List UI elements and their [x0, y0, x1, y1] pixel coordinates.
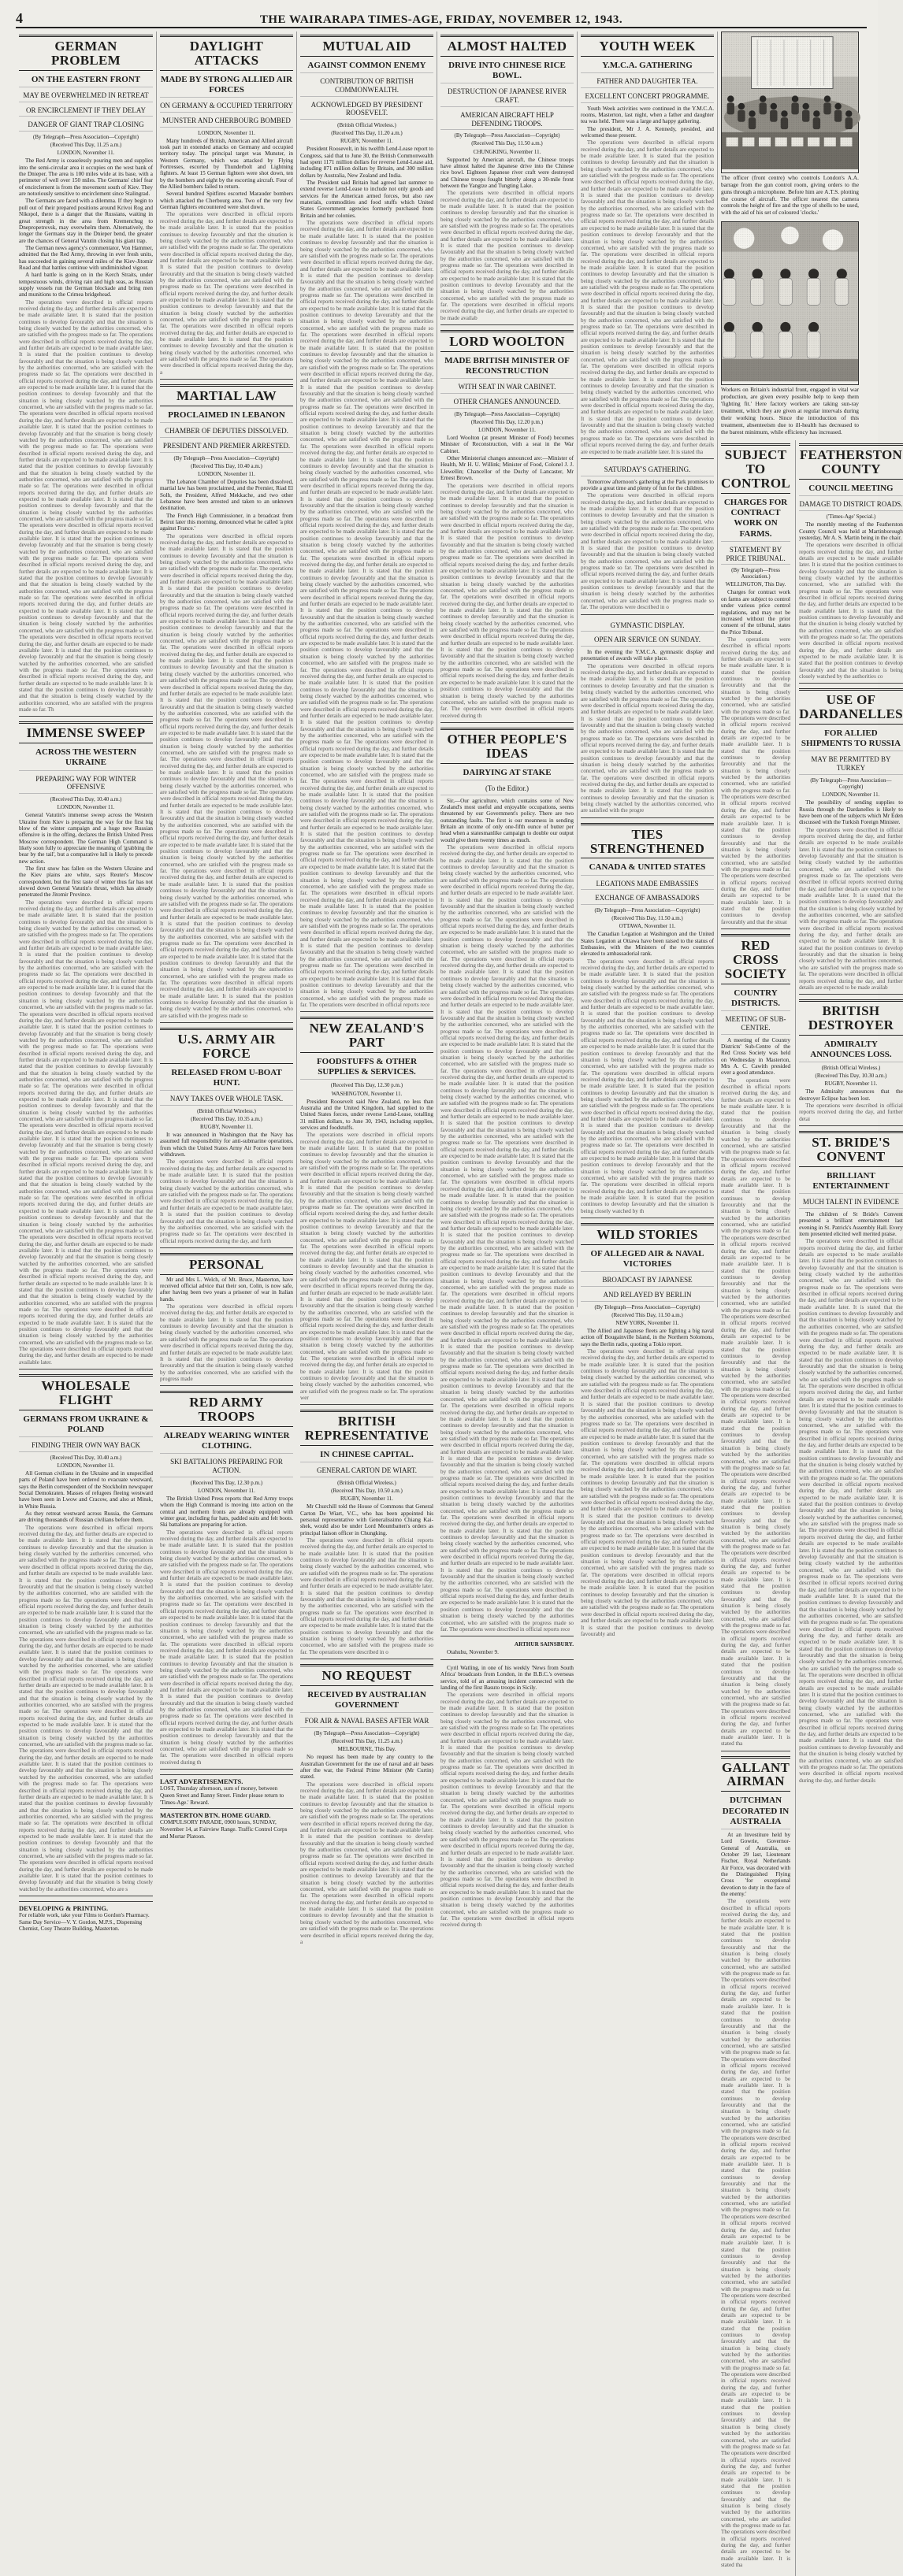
- article-dateline: LONDON, November 11.: [478, 427, 536, 434]
- article-dateline: WASHINGTON, November 11.: [331, 1090, 403, 1097]
- classified-ad: [160, 1774, 293, 1806]
- article: [440, 35, 574, 325]
- article-subhead: MAY BE OVERWHELMED IN RETREAT: [19, 90, 153, 102]
- article-dateline: RUGBY, November 11.: [340, 138, 393, 145]
- article-dateline: (By Telegraph—Press Association—Copyright): [454, 410, 560, 417]
- column-1: [16, 32, 156, 1933]
- article-headline: OTHER PEOPLE'S IDEAS: [440, 728, 574, 764]
- article-subhead: OTHER CHANGES ANNOUNCED.: [440, 396, 574, 409]
- article-headline: TIES STRENGTHENED: [581, 823, 714, 859]
- article-continuation-text: The operations were described in official reports received during the day, and further details are expected to be made available later. It is stated that the position continues to develop favourably and that the situation is being closely watched by the authorities concerned, who are satisfied with the progress made so far. The operations were described in official reports received during the day, and further details are expected to be made available later. It is stated that the position continues to develop favourably and that the situation is being closely watched by the authorities concerned, who are satisfied with the progress made so far. The operations were described in official reports received during the day, and further details are expected to be made available later. It is stated that the position continues to develop favourably and that the situation is being closely watched by the authorities concerned, who are satisfied with the progress made so far. The operations were described in official reports received during the day, and further details are expected to be made available later. It is stated that the position continues to develop favourably and that the situation is being closely watched by the authorities concerned, who are satisfied with the progress made so far. The operations were described in official reports received during the day, and further details are expected to be made available later. It is stated that the position continues to develop favourably and that the situation is being closely watched by the authorities concerned, who are satisfied with the progress made so far. The operations were described in official reports received during the day, and further details are expected to be made available later. It is stated that the position continues to develop favourably and that the situation is being closely watched by the authorities concerned, who are satisfied with the progress made so far. The operations were described in official reports received during the day, and further details are expected to be made available later. It is stated that the position continues to develop favourably and that the situation is being closely watched by th: [581, 958, 714, 1214]
- article-dateline: (By Telegraph—Press Association—Copyright): [810, 777, 892, 791]
- article-paragraph: Charges for contract work on farms are subject to control under various price control regulations, and may not be increased without the prior consent of the tribunal, states the Price Tribunal.: [721, 589, 791, 636]
- article-dateline: (Received This Day, 10.35 a.m.): [191, 1115, 262, 1122]
- article-dateline: (Received This Day, 11.20 a.m.): [331, 130, 403, 137]
- article-continuation-text: The operations were described in official reports received during the day, and further details are expected to be made available later. It is stated that the position continues to develop favourably and that the situation is being closely watched by the authorities concerned, who are satisfied with the progress made so far. The operations were described in official reports received during the day, and further details are expected to be made available later. It is stated that the position continues to develop favourably and that the situation is being closely watched by the authorities concerned, who are satisfied with the progress made so far. The operations were described in official reports received during the day, and further details are expected to be made available later. It is stated that the position continues to develop favourably and that the situation is being closely watched by the authorities concerned, who are satisfied with the progress made so far. The operations were described in official reports received during the day, and further details are expected to be made available later. It is stated that the position continues to develop favourably and that the situation is being closely watched by the authorities concerned, who are satisfied with the progress made so far. The operations were described in official reports received during the day, and further details are expected to be made available later. It is stated that the position continues to develop favourably and that the situation is being closely watched by the authorities concerned, who are satisfied with the progress made so far. The operations were described in official reports received during the day, and further details are expected to be made available later. It is stated that the position continues to develop favourably and that the situation is being closely watched by the authorities concerned, who are satisfied with the progress made so far. The operations were described in official reports received during the day, and further details are expected to be made available later. It is stated that the position continues to develop favourably and that the situation is being closely watched by the authorities concerned, who are satisfied with the progress made so far. The operations were described in official reports received during the day, and further details are expected to be made available later. It is stated that the position continues to develop favourably and that the situation is being closely watched by the authorities concerned, who are satisfied with the progress made so far. The operations were described in official reports received during the day, and further details are expected to be made available later. It is stated that the position continues to develop favourably and that the situation is being closely watched by the authorities concerned, who are satisfied with the progress made so far. The operations were described in official reports received during the day, and further details are expected to be made available later. It is stated that the position continues to develop favourably and that the situation is being closely watched by the authorities concerned, who are s: [19, 1524, 153, 1892]
- letter-signature-place: Otahuhu, November 9.: [447, 1648, 499, 1655]
- article-subhead: (To the Editor.): [440, 783, 574, 795]
- article-paragraph: The monthly meeting of the Featherston County Council was held at Martinborough yesterday, Mr A. S. Martin being in the chair.: [799, 521, 903, 541]
- article-headline: GALLANT AIRMAN: [721, 1756, 790, 1792]
- article-subhead: BRILLIANT ENTERTAINMENT: [799, 1169, 903, 1194]
- column-2: [156, 32, 296, 1840]
- article-headline: FEATHERSTON COUNTY: [799, 443, 903, 480]
- article-subhead: FOODSTUFFS & OTHER SUPPLIES & SERVICES.: [300, 1055, 433, 1080]
- article-subhead: EXCHANGE OF AMBASSADORS: [581, 892, 714, 905]
- article-headline: IMMENSE SWEEP: [19, 721, 153, 743]
- article-subhead: WITH SEAT IN WAR CABINET.: [440, 381, 574, 394]
- article-headline: NO REQUEST: [300, 1664, 433, 1686]
- article-dateline: (Received This Day, 12.30 p.m.): [330, 1082, 403, 1089]
- article: [440, 330, 574, 723]
- article-paragraph: It was announced in Washington that the Navy has assumed full responsibility for anti-submarine operations, from which the United States Army Air Forces have been withdrawn.: [160, 1132, 293, 1158]
- article-dateline: RUGBY, November 11.: [340, 1496, 393, 1503]
- article-paragraph: In the evening the Y.M.C.A. gymnastic display and presentation of awards will take place.: [581, 649, 714, 662]
- sunray-treatment-photo: [722, 222, 858, 381]
- article-headline: PERSONAL: [160, 1253, 293, 1275]
- article-dateline: (Received This Day, 11.50 a.m.): [611, 915, 683, 922]
- article-continuation-text: The operations were described in official reports received during the day, and further details are expected to be made available later. It is stated that the position continues to develop favourably and that the situation is being closely watched by the authorities concerned, who are satisfied with the progress made so far. The operations were described in official reports received during the day, and further details are expected to be made available later. It is stated that the position continues to develop favourably and that the situation is being closely watched by the authorities concerned, who are satisfied with the progress made so far. The operations were described in official reports received during the day, and further details are expected to be made available later. It is stated that the position continues to develop favourably and that the situation is being closely watched by the authorities concerned, who are satisfied with the progress made so far. The operations were described in official reports received during the day, and further details are expected to be made available later. It is stated that the position continues to develop favourably and that the situation is being closely watched by the authorities concerned, who are satisfied with the progress made so far. The operations were described in official reports received during the day, and further details are expected to be made available later. It is stated that the position continues to develop favourably and that the situation is being closely watched by the authorities concerned, who are satisfied with the progress made so far. The operations were described in official reports received during the day, and further details are expected to be made available later. It is stated that the position continues to develop favourably and that the situation is being closely watched by the authorities concerned, who are satisfied with the progress made so far. The operations were described in official reports received during the day, and further details are expected to be made available later. It is stated that the position continues to develop favourably and that the situation is being closely watched by the authorities concerned, who are satisfied with the progress made so far. The operations were described in official reports received during the day, and further details are expected to be made available later. It is stated that the position continues to develop favourably and that the situation is being closely watched by the authorities concerned, who are satisfied with the progress made so far. The operations were described in official reports received during the day, and further details are expected to be made available later. It is stated that the position continues to develop favourably and that the situation is being closely watched by the authorities concerned, who are satisfied with the progress made so far. The operations were described in official reports received during the day, and further details are expected to be made available later. It is stated that the position continues to develop favourably and that the situation is being closely watched by the authorities concerned, who are satisfied with the progress made so far. The operations were described in official reports received during the day, and further details are expected to be made available later. It is stated that the position continues to develop favourably and that the situation is being closely watched by the authorities concerned, who are satisfied with the progress made so far. The operations were described in official reports received during the day, and further details: [799, 1238, 903, 1784]
- article-paragraph: At an Investiture held by Lord Gowrie, Governor-General of Australia, on October 29 last, Lieutenant Fischer, Royal Netherlands Air Force, was decorated with the Distinguished Flying Cross 'for exceptional devotion to duty in the face of the enemy.': [721, 1831, 791, 1897]
- article-paragraph: The possibility of sending supplies to Russia through the Dardanelles is likely to have been one of the subjects which Mr Eden discussed with the Turkish Foreign Minister.: [799, 799, 903, 826]
- article-dateline: LONDON, November 11.: [57, 804, 115, 811]
- article-subhead: GYMNASTIC DISPLAY.: [581, 620, 714, 632]
- article-dateline: WELLINGTON, This Day.: [725, 581, 786, 588]
- article-headline: LORD WOOLTON: [440, 330, 574, 352]
- split-right-column: [795, 440, 903, 2576]
- article-dateline: RUGBY, November 11.: [200, 1123, 253, 1130]
- article-subhead: FINDING THEIR OWN WAY BACK: [19, 1440, 153, 1452]
- article-subhead: COUNCIL MEETING: [799, 482, 903, 496]
- article-paragraph: Tomorrow afternoon's gathering at the Park promises to provide a great time and plenty of fun for the children.: [581, 478, 714, 491]
- article-subhead: NAVY TAKES OVER WHOLE TASK.: [160, 1093, 293, 1106]
- article-dateline: (Received This Day, 11.50 a.m.): [471, 140, 543, 147]
- article-subhead: ON GERMANY & OCCUPIED TERRITORY: [160, 100, 293, 113]
- article-paragraph: Mr Churchill told the House of Commons that General Carton De Wiart, V.C., who has been appointed his personal representative with Generalissimo Chiang Kai-shek, would also be under Lord Mountbatten's orders as principal liaison officer in Chungking.: [300, 1503, 433, 1536]
- article-subhead: GENERAL CARTON DE WIART.: [300, 1465, 433, 1477]
- article-continuation-text: The operations were described in official reports received during the day, and further details are expected to be made available later. It is stated that the position continues to develop favourably and that the situation is being closely watched by the authorities concerned, who are satisfied with the progress made so far. The operations were described in official reports received during the day, and further details are expected to be made available later. It is stated that the position continues to develop favourably and that the situation is being closely watched by the authorities concerned, who are satisfied with the progress made so far. The operations were described in official reports received during the day, and further details are expected to be made available later. It is stated that the position continues to develop favourably and that the situation is being closely watched by the authorities concerned, who are satisfied with the progress made so far. The operations were described in official reports received during the day, and further details are expected to be made available later. It is stated that the position continues to develop favourably and that the situation is being closely watched by the authorities concerned, who are satisfied with the progress made so far. The operations were described in official reports received during the day, and further details are expected to be made available later. It is stated that the position continues to develop favourably and that the situation is being closely watched by the authorities concerned, who are satisfied with the progress made so far. The operations were described in official reports received during the day, and further details are expected to be made available later. It is stated that the position continues to develop favourably and that the situation is being closely watched by the authorities concerned, who are satisfied with the progress made so far. The operations were described in official reports received during th: [440, 482, 574, 719]
- article-continuation-text: The operations were described in official reports received during the day, and further details are expected to be made available later. It is stated that the position continues to develop favourably and that the situation is being closely watched by the authorities concerned, who are satisfied with the progress made so far. The operations were described in official reports received during the day, and further details are expected to be made available later. It is stated that the position continues to develop favourably and that the situation is being closely watched by the authorities concerned, who are satisfied with the progress made so far. The operations were described in official reports received during the day, and further details are expected to be made available later. It is stated that the position continues to develop favourably and that the situation is being closely watched by the authorities concerned, who are satisfied with the progress made so far. The operations were described in official reports received during the day, and further details are expected to be made available later. It is stated that the position continues to develop favourably and that the situation is being closely watched by the authorities concerned, who are satisfied with the progress made so far. The operations were described in official reports received during the day, and further details are expected to be made available later. It is stated that the position continues to develop favourably and that the situation is being closely watched by the authorities concerned, who are satisfied with the progress made so far. The operations were described in official reports received during the day, and further details are expected to be made available later. It is stated that the position continues to develop favourably and that the situation is being closely watched by the authorities concerned, who are satisfied with the progress made so far. The operations were described in official reports received during th: [160, 1529, 293, 1766]
- article-continuation-text: The operations were described in official reports received during the day, and further details are expected to be made available later. It is stated that the position continues to develop favourably and that the situation is being closely watched by the authorities concerned, who are satisfied with the progress made so far. The operations were described in official reports received during the day, and further details are expected to be made available later. It is stated that the position continues to develop favourably and that the situation is being closely watched by the authorities concerned, who are satisfied with the progress made so far. The operations were described in official reports received during the day, and further details are expected to be made available later. It is stated that the position continues to develop favourably and that the situation is being closely watched by the authorities concerned, who are satisfied with the progress made so far. The operations were described in o: [300, 1536, 433, 1655]
- article-subhead: FATHER AND DAUGHTER TEA.: [581, 76, 714, 88]
- article-subhead: ACKNOWLEDGED BY PRESIDENT ROOSEVELT.: [300, 99, 433, 120]
- article-dateline: (By Telegraph—Press Association—Copyright): [314, 1730, 420, 1737]
- article-headline: ALMOST HALTED: [440, 35, 574, 57]
- article-dateline: OTTAWA, November 11.: [619, 923, 676, 930]
- article: [721, 443, 790, 929]
- article-subhead: DESTRUCTION OF JAPANESE RIVER CRAFT.: [440, 86, 574, 107]
- article-subhead: GERMANS FROM UKRAINE & POLAND: [19, 1413, 153, 1437]
- article-subhead: ALREADY WEARING WINTER CLOTHING.: [160, 1429, 293, 1454]
- article-subhead: FOR ALLIED SHIPMENTS TO RUSSIA: [799, 727, 903, 751]
- article-continuation-text: The operations were described in official reports received during the day, and further details are expected to be made available later. It is stated that the position continues to develop favourably and that the situation is being closely watched by the authorities concerned, who are satisfied with the progress made so far. The operations were described in official reports received during the day, and further details are expected to be made available later. It is stated that the position continues to develop favourably and that the situation is being closely watched by the authorities concerned, who are satisfied with the progress made: [160, 1303, 293, 1382]
- article-subhead: PRESIDENT AND PREMIER ARRESTED.: [160, 440, 293, 453]
- article-subhead: EXCELLENT CONCERT PROGRAMME.: [581, 91, 714, 103]
- article-paragraph: The president, Mr J. A. Kennedy, presided, and welcomed those present.: [581, 125, 714, 139]
- article-headline: RED ARMY TROOPS: [160, 1391, 293, 1427]
- article-subhead: AGAINST COMMON ENEMY: [300, 59, 433, 73]
- letter-signature-name: ARTHUR SAINSBURY.: [514, 1641, 574, 1648]
- article-subhead: MUNSTER AND CHERBOURG BOMBED: [160, 115, 293, 128]
- ad-title: DEVELOPING & PRINTING.: [19, 1904, 109, 1913]
- article-dateline: (British Official Wireless.): [337, 122, 396, 129]
- article-paragraph: General Vatutin's immense sweep across the Western Ukraine from Kiev is preparing the way for the first big blow of the winter campaign and a huge new Russian offensive is in the offing, declares the British United Press Moscow correspondent. The German High Command is likely soon fully to appreciate the meaning of 'grabbing the bear by the tail', but a comparative lull is likely to precede new action.: [19, 812, 153, 865]
- article-subhead: PREPARING WAY FOR WINTER OFFENSIVE: [19, 773, 153, 795]
- article-continuation-text: The operations were described in official reports received during the day, and further details are expected to be made available later. It is stated that the position continues to develop favourably and that the situation is being closely watched by the authorities concerned, who are satisfied with the progress made so far. The operations were described in official reports received during the day, and further details are expected to be made available later. It is stated that the position continues to develop favourably and that the situation is being closely watched by the authorities concerned, who are satisfied with the progress made so far. The operations were described in official reports received during the day, and further details are expected to be made available later. It is stated that the position continues to develop favourably and that the situation is being closely watched by the authorities concerned, who are satisfied with the progress made so far. The operations were described in official reports received during the day, and further details are expected to be made availab: [799, 826, 903, 991]
- article-subhead: MADE BY STRONG ALLIED AIR FORCES: [160, 73, 293, 98]
- article-dateline: (Received This Day, 11.25 a.m.): [50, 142, 122, 149]
- newspaper-title: THE WAIRARAPA TIMES-AGE, FRIDAY, NOVEMBER 12, 1943.: [259, 13, 623, 26]
- article-paragraph: Other Ministerial changes announced are:—Minister of Health, Mr H. U. Willink; Minister of Food, Colonel J. J. Llewellin; Chancellor of the Duchy of Lancaster, Mr Ernest Brown.: [440, 455, 574, 482]
- article: [799, 999, 903, 1126]
- article-continuation-text: The operations were described in official reports received during the day, and further details are expected to be made available later. It is stated that the position continues to develop favourably and that the situation is being closely watched by the authorities concerned, who are satisfied with the progress made so far. The operations were described in official reports received during the day, and further details are expected to be made available later. It is stated that the position continues to develop favourably and that the situation is being closely watched by the authorities concerned, who are satisfied with the progress made so far. The operations were described in official reports received during the day, and further details are expected to be made available later. It is stated that the position continues to develop favourably and that the situation is being closely watched by the authorities co: [799, 542, 903, 680]
- article-dateline: LONDON, November 11.: [822, 791, 880, 799]
- article-subhead: BROADCAST BY JAPANESE: [581, 1274, 714, 1287]
- article-continuation-text: The operations were described in official reports received during the day, and further details are expected to be made available later. It is stated that the position continues to develop favourably and that the situation is being closely watched by the authorities concerned, who are satisfied with the progress made so far. The operations were described in official reports received during the day, and further details are expected to be made available later. It is stated that the position continues to develop favourably and that the situation is being closely watched by the authorities concerned, who are satisfied with the progress made so far. The operations were described in official reports received during the day, and further details are expected to be made available later. It is stated that the position continues to develop favourably and that the situation is being closely watched by the authorities concerned, who are satisfied with the progress made so far. The operations were described in official reports received during the day, and further details are expected to be made available later. It is stated that the position continues to develop favourably and that the situation is being closely watched by the authorities concerned, who are satisfied with the progress made so far. The operations were described in official reports received during the day, and further details are expected to be made available later. It is stated that the position continues to develop favourably and that the situation is being closely watched by the authorities concerned, who are satisfied with the progress made so far. The operations were described in official reports received during the day, and further details are expected to be made available later. It is stated that the position continues to develop favourably and that the situation is being closely watched by the authorities concerned, who are satisfied with the progress made so far. The operations were described in official reports received during the day, and further details are expected to be made available later. It is stated that the position continues to develop favourably and that the situation is being closely watched by the authorities concerned, who are satisfied with the progress made so far. The operations were described in official reports received during the day, and further details are expected to be made available later. It is stated that the position continues to develop favourably and that the situation is being closely watched by the authorities concerned, who are satisfied with the progress made so far. The operations were described in official reports received during the day, and further details are expected to be made available later. It is stated tha: [581, 139, 714, 455]
- article-dateline: (By Telegraph—Press Association—Copyright): [594, 907, 700, 914]
- article-subhead: OPEN AIR SERVICE ON SUNDAY.: [581, 634, 714, 647]
- article: [721, 1756, 790, 2572]
- article-paragraph: The Red Army is ceaselessly pouring men and supplies into the semi-circular area it occupies on the west bank of the Dnieper. The area is 100 miles wide at its base, with a perimeter of well over 150 miles. The Germans' chief fear of encirclement is from the movement south of Kiev. They are notoriously sensitive to encirclement since Stalingrad.: [19, 158, 153, 198]
- column-5: [577, 32, 717, 1637]
- article-paragraph: Several hundred Spitfires escorted Marauder bombers which attacked the Cherbourg area. Two of the very few German fighters encountered were shot down.: [160, 191, 293, 211]
- classified-ad: [19, 1901, 153, 1933]
- article-headline: YOUTH WEEK: [581, 35, 714, 57]
- article-dateline: (By Telegraph—Press Association—Copyright): [173, 454, 280, 461]
- article-continuation-text: The operations were described in official reports received during the day, and further detai: [799, 1103, 903, 1122]
- news-photo: [721, 221, 859, 385]
- masthead: [16, 11, 867, 28]
- article-headline: SUBJECT TO CONTROL: [721, 443, 790, 494]
- article-paragraph: The Canadian Legation at Washington and the United States Legation at Ottawa have been raised to the status of Embassies, with the Ministers of the two countries elevated to ambassadorial rank.: [581, 931, 714, 958]
- article-paragraph: The first snow has fallen on the Western Ukraine and the Kiev plains are white, says Reuter's Moscow correspondent, but the first taste of winter thus far has not slowed down General Vatutin's thrust, which has already penetrated the Jitomir Province.: [19, 865, 153, 899]
- article-dateline: LONDON, November 11.: [198, 470, 255, 477]
- article: [19, 35, 153, 717]
- article-dateline: LONDON, November 11.: [57, 150, 115, 157]
- article: [300, 1410, 433, 1659]
- article-headline: RED CROSS SOCIETY: [721, 934, 790, 984]
- article-continuation-text: The operations were described in official reports received during the day, and further details are expected to be made available later. It is stated that the position continues to develop favourably and that the situation is being closely watched by the authorities concerned, who are satisfied with the progress made so far. The operations were described in official reports received during the day, and further details are expected to be made available later. It is stated that the position continues to develop favourably and that the situation is being closely watched by the authorities concerned, who are satisfied with the progress made so far. The operations were described in official reports received during the day, and further details are expected to be made available later. It is stated that the position continues to develop favourably and that the situation is being closely watched by the authorities concerned, who are satisfied with the progress made so far. The operations were described in official reports received during the day, and further details are expected to be made availab: [440, 190, 574, 321]
- article-dateline: (By Telegraph—Press Association—Copyright): [594, 1303, 700, 1310]
- article-dateline: (British Official Wireless.): [821, 1065, 881, 1072]
- article-continuation-text: The operations were described in official reports received during the day, and further details are expected to be made available later. It is stated that the position continues to develop favourably and that the situation is being closely watched by the authorities concerned, who are satisfied with the progress made so far. The operations were described in official reports received during the day, and further details are expected to be made available later. It is stated that the position continues to develop favourably and that the situation is being closely watched by the authorities concerned, who are satisfied with the progress made so far. The operations were described in official reports received during the day, and further details are expected to be made available later. It is stated that the position continues to develop favourably and that the situation is being closely watched by the authorities concerned, who are satisfied with the progress made so far. The operations were described in official reports received during the day, and further details are expected to be made available later. It is stated that the position continues to develop favourably and that the situation is being closely watched by the authorities concerned, who are satisfied with the progress made so far. The operations were described in official reports received during the day, and further details are expected to be made available later. It is stated that the position continues to develop favourably and that the situation is being closely watched by the authorities concerned, who are satisfied with the progress made so far. The operations were described in official reports received during the day, and further details are expected to be made available later. It is stated that the position continues to develop favourably and that the situation is being closely watched by the authorities concerned, who are satisfied with the progress made so far. The operations were described in official reports received during the day, and further details are expected to be made available later. It is stated that the position continues to develop favourably and that the situation is being closely watched by the authorities concerned, who are satisfied with the progress made so far. The operations were described in official reports received during the day, and further details are expected to be made available later. It is stated that the position continues to develop favourably and: [581, 1348, 714, 1637]
- ad-text: LOST, Thursday afternoon, sum of money, between Queen Street and Banny Street. Finder please return to 'Times-Age.' Reward.: [160, 1785, 284, 1806]
- article-dateline: MELBOURNE, This Day.: [337, 1746, 396, 1753]
- article-subhead: CONTRIBUTION OF BRITISH COMMONWEALTH.: [300, 76, 433, 97]
- article-headline: GERMAN PROBLEM: [19, 35, 153, 71]
- article: [300, 1017, 433, 1405]
- ad-text: For reliable work, take your Films to Gordon's Pharmacy. Same Day Service—V. Y. Gordon, M.P.S., Dispensing Chemist, Cosy Theatre Building, Masterton.: [19, 1912, 150, 1933]
- article-continuation-text: The operations were described in official reports received during the day, and further details are expected to be made available later. It is stated that the position continues to develop favourably and that the situation is being closely watched by the authorities concerned, who are satisfied with the progress made so far. The operations were described in official reports received during the day, and further details are expected to be made available later. It is stated that the position continues to develop favourably and that the situation is being closely watched by the authorities concerned, who are satisfied with the progress made so far. The operations were described in official reports received during the day, and further details are expected to be made available later. It is stated that the position continues to develop favourably and that the situation is being closely watched by the authorities concerned, who are satisfied with the progress made so far. The operations were described in o: [581, 492, 714, 611]
- column-4: [437, 32, 577, 1929]
- article-dateline: (Received This Day, 11.50 a.m.): [611, 1311, 683, 1318]
- article-subhead: MEETING OF SUB-CENTRE.: [721, 1014, 790, 1035]
- article: [160, 35, 293, 380]
- article: [440, 728, 574, 1636]
- article-continuation-text: The operations were described in official reports received during the day, and further details are expected to be made available later. It is stated that the position continues to develop favourably and that the situation is being closely watched by the authorities concerned, who are satisfied with the progress made so far. The operations were described in official reports received during the day, and further details are expected to be made available later. It is stated that the position continues to develop favourably and that the situation is being closely watched by the authorities concerned, who are satisfied with the progress made so far. The operations were described in official reports received during the day, and further details are expected to be made available later. It is stated that the position continues to develop favourably and that the situation is being closely watched by the authorities concerned, who are satisfied with the progress made so far. The operations were described in official reports received during the day, and further details are expected to be made available later. It is stated that the position continues to develop favourably and that the situation is being closely watched by the authorities concerned, who are satisfied with the progress made so far. The operations were described in official reports received during the day, a: [160, 211, 293, 376]
- article-subhead: OF ALLEGED AIR & NAVAL VICTORIES: [581, 1247, 714, 1272]
- article-subhead: DUTCHMAN DECORATED IN AUSTRALIA: [721, 1794, 790, 1829]
- article-subhead: IN CHINESE CAPITAL.: [300, 1448, 433, 1462]
- article-continuation-text: The operations were described in official reports received during the day, and further details are expected to be made available later. It is stated that the position continues to develop favourably and that the situation is being closely watched by the authorities concerned, who are satisfied with the progress made so far. The operations were described in official reports received during the day, and further details are expected to be made available later. It is stated that the position continues to develop favourably and that the situation is being closely watched by the authorities concerned, who are satisfied with the progress made so far. The operations were described in official reports received during the day, and further details are expected to be made available later. It is stated that the position continues to develop favourably and that the situation is being closely watched by the authorities concerned, who are satisfied with the progress made so far. The operations were described in official reports received during the day, and further details are expected to be made available later. It is stated that the position continues to develop favourably and that the situat: [721, 636, 791, 925]
- article-dateline: LONDON, November 11.: [57, 1462, 115, 1469]
- article-headline: WILD STORIES: [581, 1223, 714, 1245]
- article-headline: USE OF DARDANELLES: [799, 688, 903, 725]
- photo-caption: The officer (front centre) who controls London's A.A. barrage from the gun control room, giving orders to the guns through a microphone. Before him are A.T.S. plotting the course of aircraft. The officer nearest the camera controls the height of fire and the type of shells to be used, with the aid of his set of coloured 'clocks.': [721, 173, 859, 217]
- article-dateline: (Received This Day, 10.30 a.m.): [815, 1073, 887, 1080]
- article-dateline: CHUNGKING, November 11.: [473, 148, 541, 155]
- article-subhead: DANGER OF GIANT TRAP CLOSING: [19, 119, 153, 132]
- article-dateline: (Received This Day, 10.50 a.m.): [331, 1488, 403, 1495]
- article-subhead: OR ENCIRCLEMENT IF THEY DELAY: [19, 105, 153, 117]
- article-subhead: ADMIRALTY ANNOUNCES LOSS.: [799, 1038, 903, 1062]
- article-continuation-text: The operations were described in official reports received during the day, and further details are expected to be made available later. It is stated that the position continues to develop favourably and that the situation is being closely watched by the authorities concerned, who are satisfied with the progress made so far. The operations were described in official reports received during the day, and further details are expected to be made available later. It is stated that the position continues to develop favourably and that the situation is being closely watched by the authorities concerned, who are satisfied with the progress made so far. The operations were described in official reports received during the day, and further details are expected to be made available later. It is stated that the position continues to develop favourably and that the situation is being closely watched by the authorities concerned, who are satisfied with the progress made so far. The operations were described in official reports received during the day, and further details are expected to be made available later. It is stated that the position continues to develop favourably and that the situation is being closely watched by the authorities concerned, who are satisfied with the progress made so far. The operations were described in official reports received during the day, and further details are expected to be made available later. It is stated that the position continues to develop favourably and that the situation is being closely watched by the authorities concerned, who are satisfied with the progress made so far. The operations were described in official reports received during the day, and further details are expected to be made available later. It is stated that the position continues to develop favourably and that the situation is being closely watched by the authorities concerned, who are satisfied with the progress made so far. The operations were described in official reports received during the day, and further details are expected to be made available later. It is stated that the position continues to develop favourably and that the situation is being closely watched by the authorities concerned, who are satisfied with the progress made so far. The operations were described in official reports received during the day, and further details are expected to be made available later. It is stated that the position continues to develop favourably and that the situation is being closely watched by the authorities concerned, who are satisfied with the progress made so far. The operations were described in official reports received during the day, and further details are expected to be made available later. It is stated that the position continues to develop favourably and that the situation is being closely watched by the authorities concerned, who are satisfied with the progress made so far. The operations were described in official reports received during the day, and further details are expected to be made available later. It is stated that the position continues to develop favourably and that the situation is being closely watched by the authorities concerned, who are satisfied with the progress made so far. The operations were described in official reports received during the day, and further details are expected to be made available later. It is stated that the position continues to develop favourably and that the situation is being closely watched by the authorities concerned, who are satisfied with the progress made so far. The operations were described in official reports received during the day, and further details are expected to be made available later. It is stated that the position continues to develop favourably and that the situation is being closely watched by the authorities concerned, who are satisfied with the progress made so far. The operations were described in official reports received during the day, and further details are expected to be made available later. It is stated that the position continues to develop favourably and that the situation is being closely watched by the authorities concerned, who are satisfied with the progress made so far. The operations were described in official reports received during the day, and further details are expected to be made available later. It is stated that the position continues to develop favourably and that the situation is being closely watched by the authorities concerned, who are satisfied with the progress made so far. The operations were described in official reports received during the day, and further details are expected to be made available later. It is stated that the position continues to develop favourably and that the situation is being closely watched by the authorities concerned, who are satisfied with the progress made so far. The operations were described in official reports received during the day, and further details are expected to be made available later. It is stated that the position continues to develop favourably and that the situation is being closely watched by the authorities concerned, who are satisfied with the progress made so far. The operations were described in official reports received during the day, and further details are expected to be made available later. It is stated that the position continues to develop favourably and that the situation is being closely watched by the authorities concerned, who are satisfied with the progress made so far. The operations were described in official reports received during the day, and further details are expected to be made available later. It is stated that the position continues to develop favourably and that the situation is being closely watched by the authorities concerned, who are satisfied with the progress made so far. The operations were described in official reports received during the day, and further details are expected to be made available later. It is stated that the position continues to develop favourably and that the situation is being closely watched by the authorities concerned, who are satisfied with the progress made so far. The operations were described in official reports received during the day, and further details are expected to be made available later. It is stated that the position continues to develop favourably and that the situation is being closely watched by the authorities concerned, who are satisfied with the progress made so far. The operations were described in official reports received during the day, and further details are expected to be made available later. It is stated that the position continues to develop favourably and that the situation is being closely watched by the authorities concerned, who are satisfied with the progress made so far. The operations were described in official reports rece: [300, 220, 433, 1009]
- article-paragraph: The Allied and Japanese fleets are fighting a big naval action off Bougainville Island, in the Northern Solomons, says the Berlin radio, quoting a Tokio report.: [581, 1328, 714, 1347]
- article: [581, 620, 714, 818]
- article-headline: MUTUAL AID: [300, 35, 433, 57]
- article-subhead: SATURDAY'S GATHERING.: [581, 464, 714, 476]
- article-headline: U.S. ARMY AIR FORCE: [160, 1028, 293, 1064]
- article-paragraph: As they retreat westward across Russia, the Germans are driving thousands of Russian civilians before them.: [19, 1510, 153, 1524]
- article: [160, 1028, 293, 1248]
- article-dateline: (Received This Day, 10.40 a.m.): [50, 796, 122, 803]
- article: [581, 1223, 714, 1640]
- article: [440, 1665, 574, 1932]
- classified-ad: [160, 1808, 293, 1840]
- article-subhead: RELEASED FROM U-BOAT HUNT.: [160, 1066, 293, 1091]
- article-paragraph: All German civilians in the Ukraine and in unspecified parts of Poland have been ordered to evacuate westward, says the Berlin correspondent of the Stockholm newspaper Social Demokraten. Masses of refugees fleeing westward have been seen in Lwow and Cracow, and also at Minsk, in White Russia.: [19, 1470, 153, 1510]
- article: [300, 1664, 433, 1948]
- article-subhead: DAIRYING AT STAKE: [440, 766, 574, 780]
- article: [581, 464, 714, 615]
- article: [300, 35, 433, 1012]
- article-dateline: LONDON, November 11.: [198, 129, 255, 136]
- article: [160, 1391, 293, 1770]
- news-photo: [721, 32, 859, 173]
- article-continuation-text: The operations were described in official reports received during the day, and further details are expected to be made available later. It is stated that the position continues to develop favourably and that the situation is being closely watched by the authorities concerned, who are satisfied with the progress made so far. The operations were described in official reports received during the day, and further details are expected to be made available later. It is stated that the position continues to develop favourably and that the situation is being closely watched by the authorities concerned, who are satisfied with the progress made so far. The operations were described in official reports received during the day, and further details are expected to be made available later. It is stated that the position continues to develop favourably and that the situation is being closely watched by the authorities concerned, who are satisfied with the progress made so far. The operations were described in official reports received during the day, and further details are expected to be made available later. It is stated that the position continues to develop favourably and that the situation is being closely watched by the authorities concerned, who are satisfied with the progre: [581, 662, 714, 814]
- article-headline: DAYLIGHT ATTACKS: [160, 35, 293, 71]
- article: [799, 688, 903, 995]
- article-paragraph: The children of St Bride's Convent presented a brilliant entertainment last evening in St. Patrick's Assembly Hall. Every item presented elicited well merited praise.: [799, 1210, 903, 1237]
- column-3: [296, 32, 437, 1945]
- article-continuation-text: The operations were described in official reports received during the day, and further details are expected to be made available later. It is stated that the position continues to develop favourably and that the situation is being closely watched by the authorities concerned, who are satisfied with the progress made so far. The operations were described in official reports received during the day, and further details are expected to be made available later. It is stated that the position continues to develop favourably and that the situation is being closely watched by the authorities concerned, who are satisfied with the progress made so far. The operations were described in official reports received during the day, and further details are expected to be made available later. It is stated that the position continues to develop favourably and that the situation is being closely watched by the authorities concerned, who are satisfied with the progress made so far. The operations were described in official reports received during the day, and further details are expected to be made available later. It is stated that the position continues to develop favourably and that the situation is being closely watched by the authorities concerned, who are satisfied with the progress made so far. The operations were described in official reports received during the day, and further details are expected to be made available later. It is stated that the position continues to develop favourably and that the situation is being closely watched by the authorities concerned, who are satisfied with the progress made so far. The operations were described in official reports received during the day, and further details are expected to be made available later. It is stated that the position continues to develop favourably and that the situation is being closely watched by the authorities concerned, who are satisfied with the progress made so far. The operations were described in official reports received during the day, and further details are expected to be made available later. It is stated that the position continues to develop favourably and that the situation is being closely watched by the authorities concerned, who are satisfied with the progress made so far. The operations were described in official reports received during the day, and further details are expected to be made available later. It is stated that the position continues to develop favourably and that the situation is being closely watched by the authorities concerned, who are satisfied with the progress made so far. The operations were described in official reports received during the day, and further details are expected to be made available later. It is stated that the position continues to develop favourably and that the situation is being closely watched by the authorities concerned, who are satisfied with the progress made so far. The operations were described in official reports received during the day, and further details are expected to be made available later. It is stated that the position continues to develop favourably and that the situation is being closely watched by the authorities concerned, who are satisfied with the progress made so far. The operations were described in official reports received during the day, and further details are expected to be made available later. It is stated that the position continues to develop favourably and that the situation is being closely watched by the authorities concerned, who are satisfied with the progress made so far. The operations were described in official reports received during the day, and further details are expected to be made available later. It is stated that the position continues to develop favourably and that the situation is being closely watched by the authorities concerned, who are satisfied with the progress made so far. The operations were described in official reports received during the day, and further details are expected to be made available later. It is stated that the position continues to develop favourably and that the situation is being closely watched by the authorities concerned, who are satisfied with the progress made so far. The operations were described in official reports received during the day, and further details are expected to be made available later. It is stated that the position continues to develop favourably and that the situation is being closely watched by the authorities concerned, who are satisfied with the progress made so far. The operations were described in official reports received during the day, and further details are expected to be made available later. It is stated that the position continues to develop favourably and that the situation is being closely watched by the authorities concerned, who are satisfied with the progress made so far. The operations were described in official reports received during the day, and further details are expected to be made available later. It is stated that the position continues to develop favourably and that the situation is being closely watched by the authorities concerned, who are satisfied with the progress made so far. The operations were described in official reports received during the day, and further details are expected to be made available later. It is stated that the position continues to develop favourably and that the situation is being closely watched by the authorities concerned, who are satisfied with the progress made so far. The operations were described in official reports received during the day, and further details are expected to be made available later. It is stated that the position continues to develop favourably and that the situation is being closely watched by the authorities concerned, who are satisfied with the progress made so far. The operations were described in official reports received during the day, and further details are expected to be made available later. It is stated that the position continues to develop favourably and that the situation is being closely watched by the authorities concerned, who are satisfied with the progress made so far. The operations were described in official reports received during the day, and further details are expected to be made available later. It is stated that the position continues to develop favourably and that the situation is being closely watched by the authorities concerned, who are satisfied with the progress made so far. The operations were described in official reports received during the day, and further details are expected to be made available later. It is stated that the position continues to develop favourably and that the situation is being closely watched by the authorities concerned, who are satisfied with the progress made so far. The operations were described in official reports rece: [440, 843, 574, 1633]
- article: [799, 443, 903, 684]
- article-subhead: PROCLAIMED IN LEBANON: [160, 409, 293, 423]
- article-dateline: (Received This Day, 12.30 p.m.): [190, 1479, 263, 1486]
- article-subhead: FOR AIR & NAVAL BASES AFTER WAR: [300, 1715, 433, 1728]
- article-paragraph: The French High Commissioner, in a broadcast from Beirut later this morning, denounced what he called 'a plot against France.': [160, 512, 293, 532]
- article-subhead: RECEIVED BY AUSTRALIAN GOVERNMENT: [300, 1688, 433, 1713]
- article: [581, 823, 714, 1218]
- article-subhead: STATEMENT BY PRICE TRIBUNAL.: [721, 544, 790, 565]
- article-subhead: DAMAGE TO DISTRICT ROADS.: [799, 499, 903, 511]
- article-continuation-text: The operations were described in official reports received during the day, and further details are expected to be made available later. It is stated that the position continues to develop favourably and that the situation is being closely watched by the authorities concerned, who are satisfied with the progress made so far. The operations were described in official reports received during the day, and further details are expected to be made available later. It is stated that the position continues to develop favourably and that the situation is being closely watched by the authorities concerned, who are satisfied with the progress made so far. The operations were described in official reports received during the day, and further details are expected to be made available later. It is stated that the position continues to develop favourably and that the situation is being closely watched by the authorities concerned, who are satisfied with the progress made so far. The operations were described in official reports received during the day, and further details are expected to be made available later. It is stated that the position continues to develop favourably and that the situation is being closely watched by the authorities concerned, who are satisfied with the progress made so far. The operations were described in official reports received during the day, and further details are expected to be made available later. It is stated that the position continues to develop favourably and that the situation is being closely watched by the authorities concerned, who are satisfied with the progress made so far. The operations were described in official reports received during the day, and further details are expected to be made available later. It is stated that the position continues to develop favourably and that the situation is being closely watched by the authorities concerned, who are satisfied with the progress made so far. The operations were described in official reports received during the day, and further details are expected to be made available later. It is stated that the position continues to develop favourably and that the situation is being closely watched by the authorities concerned, who are satisfied with the progress made so far. The operations were described in official reports received during the day, and further details are expected to be made available later. It is stated that the position continues to develop favourably and that the situation is being closely watched by the authorities concerned, who are satisfied with the progress made so far. The operations were described in official reports received during the day, and further details are expected to be made available later. It is stated tha: [721, 1898, 791, 2569]
- article: [19, 721, 153, 1370]
- article-paragraph: Mr and Mrs L. Welch, of Mt. Bruce, Masterton, have received official advice that their son, Colin, is now safe, after having been two years a prisoner of war in Italian hands.: [160, 1276, 293, 1303]
- article-paragraph: President Roosevelt, in his twelfth Lend-Lease report to Congress, said that to June 30, the British Commonwealth had spent 1171 million dollars for reverse Lend-Lease aid, including 871 million dollars by Britain, and 300 million dollars by Australia, New Zealand and India.: [300, 146, 433, 179]
- article-paragraph: A meeting of the Country Districts' Sub-Centre of the Red Cross Society was held on Wednesday in Masterton, Mrs A. C. Cawith presided over a good attendance.: [721, 1036, 791, 1077]
- article-dateline: NEW YORK, November 11.: [615, 1320, 679, 1326]
- article-subhead: CHARGES FOR CONTRACT WORK ON FARMS.: [721, 496, 790, 542]
- split-columns: [721, 440, 903, 2576]
- article-paragraph: Lord Woolton (at present Minister of Food) becomes Minister of Reconstruction, with a seat in the War Cabinet.: [440, 435, 574, 454]
- article-subhead: MADE BRITISH MINISTER OF RECONSTRUCTION: [440, 354, 574, 379]
- article-paragraph: Supported by American aircraft, the Chinese troops have almost halted the Japanese drive into the Chinese rice bowl. Eighteen Japanese river craft were destroyed and Chinese troops fought bitterly along a 30-mile front between the Yangtze and Tungting Lake.: [440, 156, 574, 189]
- ad-title: MASTERTON BTN. HOME GUARD.: [160, 1811, 271, 1820]
- article-paragraph: President Roosevelt said New Zealand, no less than Australia and the United Kingdom, had supplied to the United States forces, under reverse Lend-Lease, totalling 31 million dollars, to June 30, 1943, including supplies, services and foodstuffs.: [300, 1098, 433, 1131]
- article-dateline: (By Telegraph—Press Association—Copyright): [454, 132, 560, 139]
- article-continuation-text: The operations were described in official reports received during the day, and further details are expected to be made available later. It is stated that the position continues to develop favourably and that the situation is being closely watched by the authorities concerned, who are satisfied with the progress made so far. The operations were described in official reports received during the day, and further details are expected to be made available later. It is stated that the position continues to develop favourably and that the situation is being closely watched by the authorities concerned, who are satisfied with the progress made so far. The operations were described in official reports received during the day, and further details are expected to be made available later. It is stated that the position continues to develop favourably and that the situation is being closely watched by the authorities concerned, who are satisfied with the progress made so far. The operations were described in official reports received during the day, and further details are expected to be made available later. It is stated that the position continues to develop favourably and that the situation is being closely watched by the authorities concerned, who are satisfied with the progress made so far. The operations were described in official reports received during the day, and further details are expected to be made available later. It is stated that the position continues to develop favourably and that the situation is being closely watched by the authorities concerned, who are satisfied with the progress made so far. The operations were described in official reports received during the day, and further details are expected to be made available later. It is stated that the position continues to develop favourably and that the situation is being closely watched by the authorities concerned, who are satisfied with the progress made so far. The operations were described in official reports received during th: [440, 1692, 574, 1929]
- article-dateline: (Received This Day, 10.40 a.m.): [50, 1454, 122, 1461]
- article-dateline: (Received This Day, 11.25 a.m.): [331, 1738, 403, 1745]
- article-subhead: ON THE EASTERN FRONT: [19, 73, 153, 87]
- article-paragraph: The Admiralty announces that the destroyer Eclipse has been lost.: [799, 1088, 903, 1102]
- split-left-column: [721, 440, 790, 2576]
- article-subhead: Y.M.C.A. GATHERING: [581, 59, 714, 73]
- article-paragraph: Cyril Watling, in one of his weekly 'News from South Africa' broadcasts from London, in the B.B.C.'s overseas service, told of an amusing incident connected with the landing of the first Basuto troops in Sicily.: [440, 1664, 574, 1691]
- article-subhead: ACROSS THE WESTERN UKRAINE: [19, 746, 153, 770]
- article-subhead: SKI BATTALIONS PREPARING FOR ACTION.: [160, 1456, 293, 1477]
- article: [160, 1253, 293, 1386]
- article: [160, 384, 293, 1023]
- article-subhead: MUCH TALENT IN EVIDENCE: [799, 1196, 903, 1209]
- column-6: [717, 32, 903, 2569]
- article-dateline: RUGBY, November 11.: [824, 1080, 878, 1088]
- article-paragraph: Youth Week activities were continued in the Y.M.C.A. rooms, Masterton, last night, when a father and daughter tea was held. There was a large and happy gathering.: [581, 105, 714, 125]
- article-paragraph: A hard battle is going on in the Kerch Straits, under tempestuous winds, driving rain and high seas, as Russian supply vessels run the German blockade and bring men and munitions to the Crimea bridgehead.: [19, 272, 153, 298]
- article-subhead: MAY BE PERMITTED BY TURKEY: [799, 754, 903, 775]
- article-dateline: (British Official Wireless.): [197, 1107, 256, 1114]
- article-dateline: (Received This Day, 10.40 a.m.): [191, 462, 262, 469]
- letter-signature: [440, 1641, 574, 1660]
- article-subhead: AND RELAYED BY BERLIN: [581, 1289, 714, 1302]
- article-headline: NEW ZEALAND'S PART: [300, 1017, 433, 1053]
- page-number: 4: [16, 10, 23, 26]
- article-paragraph: The Germans are faced with a dilemma. If they begin to pull out of their prepared positions around Krivoi Rog and Nikopol, there is a danger that the Russians, waiting in great strength in the area from Kremenchug to Dnepropetrovsk, may overwhelm them. Alternatively, the longer the Germans stay in the Dnieper bend, the greater are the chances of General Vatutin closing his giant trap.: [19, 198, 153, 244]
- article-dateline: (British Official Wireless.): [337, 1480, 396, 1487]
- article-continuation-text: The operations were described in official reports received during the day, and further details are expected to be made available later. It is stated that the position continues to develop favourably and that the situation is being closely watched by the authorities concerned, who are satisfied with the progress made so far. The operations were described in official reports received during the day, and further details are expected to be made available later. It is stated that the position continues to develop favourably and that the situation is being closely watched by the authorities concerned, who are satisfied with the progress made so far. The operations were described in official reports received during the day, and furth: [160, 1158, 293, 1244]
- article-subhead: CHAMBER OF DEPUTIES DISSOLVED.: [160, 425, 293, 438]
- photo-caption: Workers on Britain's industrial front, engaged in vital war production, are given every possible help to keep them 'fighting fit.' Here factory workers are taking sun-ray treatment, which they are given at regular intervals during their working hours. Since the introduction of this treatment, absenteeism due to ill-health has decreased to the barest minimum, while efficiency has increased.: [721, 386, 859, 436]
- article-paragraph: The British United Press reports that Red Army troops whom the High Command is moving into action on the central and northern fronts are already equipped with winter gear, including fur hats, padded suits and felt boots. Ski battalions are preparing for action.: [160, 1495, 293, 1529]
- article-continuation-text: The operations were described in official reports received during the day, and further details are expected to be made available later. It is stated that the position continues to develop favourably and that the situation is being closely watched by the authorities concerned, who are satisfied with the progress made so far. The operations were described in official reports received during the day, and further details are expected to be made available later. It is stated that the position continues to develop favourably and that the situation is being closely watched by the authorities concerned, who are satisfied with the progress made so far. The operations were described in official reports received during the day, and further details are expected to be made available later. It is stated that the position continues to develop favourably and that the situation is being closely watched by the authorities concerned, who are satisfied with the progress made so far. The operations were described in official reports received during the day, and further details are expected to be made available later. It is stated that the position continues to develop favourably and that the situation is being closely watched by the authorities concerned, who are satisfied with the progress made so far. The operations were described in official reports received during the day, and further details are expected to be made available later. It is stated that the position continues to develop favourably and that the situation is being closely watched by the authorities concerned, who are satisfied with the progress made so far. The operations were described in official reports received during the day, and further details are expected to be made available later. It is stated that the position continues to develop favourably and that the situation is being closely watched by the authorities concerned, who are satisfied with the progress made so far. The operations were described in official reports received during the day, and further details are expected to be made available later. It is stated that the position continues to develop favourably and that the situation is being closely watched by the authorities concerned, who are satisfied with the progress made so far. The operations were described in official reports received during the day, and further details are expected to be made available later. It is stated that the position continues to develop favourably and that the situation is being closely watched by the authorities concerned, who are satisfied with the progress made so far. The operations were described in official reports received during the day, and further details are expected to be made available later. It is stated that the position continues to develop favourably and that the situation is being closely watched by the authorities concerned, who are satisfied with the progress made so far. The operations were described in official reports received during the day, and further details are expected to be made available later. It is stated that the position continues to develop favourably and that the situation is being closely watched by the authorities concerned, who are satisfied with the progress made so far. The operations were described in official reports received during the day, and further details are expected to be made available later. It is stated that the position continues to develop favourably and that the situation is being closely watched by the authorities concerned, who are satisfied with the progress made so far. The operations were described in official reports received during the day, and further details are expected to be made available later. It is stated that the position continues to develop favourably and that the situation is being closely watched by the authorities concerned, who are satisfied with the progress made so far. The operations were described in official reports received during the day, and further details are expected to be made available later. It is stated that the position continues to develop favourably and that the situation is being closely watched by the authorities concerned, who are satisfied with the progress made so: [160, 532, 293, 1019]
- article-paragraph: Sir,—Our agriculture, which contains some of New Zealand's most useful and enjoyable occupations, seems threatened by our Government's policy. There are two outstanding faults. The first is our meanness in sending Britain an income of only one-fifth ounce of butter per head when a statesmanlike campaign to double our output would give them twenty times as much.: [440, 797, 574, 843]
- article: [721, 934, 790, 1751]
- gun-control-room-photo: [722, 32, 858, 169]
- article-paragraph: The Lebanon Chamber of Deputies has been dissolved, martial law has been proclaimed, and the Premier, Riad El Solh, the President, Alfred Mekkache, and two other Lebanese have been arrested and taken to an unknown destination.: [160, 478, 293, 512]
- article-headline: ST. BRIDE'S CONVENT: [799, 1131, 903, 1167]
- article-subhead: DRIVE INTO CHINESE RICE BOWL.: [440, 59, 574, 83]
- article-headline: BRITISH DESTROYER: [799, 999, 903, 1036]
- ad-text: COMPULSORY PARADE, 0900 hours, SUNDAY, November 14, at Fairview Range. Traffic Control Corps and Mortar Platoon.: [160, 1819, 288, 1840]
- article-headline: MARTIAL LAW: [160, 384, 293, 406]
- article-continuation-text: The operations were described in official reports received during the day, and further details are expected to be made available later. It is stated that the position continues to develop favourably and that the situation is being closely watched by the authorities concerned, who are satisfied with the progress made so far. The operations were described in official reports received during the day, and further details are expected to be made available later. It is stated that the position continues to develop favourably and that the situation is being closely watched by the authorities concerned, who are satisfied with the progress made so far. The operations were described in official reports received during the day, and further details are expected to be made available later. It is stated that the position continues to develop favourably and that the situation is being closely watched by the authorities concerned, who are satisfied with the progress made so far. The operations were described in official reports received during the day, and further details are expected to be made available later. It is stated that the position continues to develop favourably and that the situation is being closely watched by the authorities concerned, who are satisfied with the progress made so far. The operations were described in official reports received during the day, a: [300, 1781, 433, 1945]
- article-headline: BRITISH REPRESENTATIVE: [300, 1410, 433, 1446]
- ad-title: LAST ADVERTISEMENTS.: [160, 1777, 243, 1786]
- article-paragraph: The German news agency's commentator, Von Hammer, admitted that the Red Army, throwing in ever fresh units, has succeeded in gaining several miles of the Kiev-Jitomir Road and that battles continue with undiminished vigour.: [19, 244, 153, 271]
- article-subhead: LEGATIONS MADE EMBASSIES: [581, 878, 714, 891]
- article-continuation-text: The operations were described in official reports received during the day, and further details are expected to be made available later. It is stated that the position continues to develop favourably and that the situation is being closely watched by the authorities concerned, who are satisfied with the progress made so far. The operations were described in official reports received during the day, and further details are expected to be made available later. It is stated that the position continues to develop favourably and that the situation is being closely watched by the authorities concerned, who are satisfied with the progress made so far. The operations were described in official reports received during the day, and further details are expected to be made available later. It is stated that the position continues to develop favourably and that the situation is being closely watched by the authorities concerned, who are satisfied with the progress made so far. The operations were described in official reports received during the day, and further details are expected to be made available later. It is stated that the position continues to develop favourably and that the situation is being closely watched by the authorities concerned, who are satisfied with the progress made so far. The operations were described in official reports received during the day, and further details are expected to be made available later. It is stated that the position continues to develop favourably and that the situation is being closely watched by the authorities concerned, who are satisfied with the progress made so far. The operations were described in official reports received during the day, and further details are expected to be made available later. It is stated that the position continues to develop favourably and that the situation is being closely watched by the authorities concerned, who are satisfied with the progress made so far. The operations were described in official reports received during the day, and further details are expected to be made available later. It is stated that the position continues to develop favourably and that the situation is being closely watched by the authorities concerned, who are satisfied with the progress made so far. The operations were described in official reports received during the day, and further details are expected to be made available later. It is stated that the position continues to develop favourably and that the situation is being closely watched by the authorities concerned, who are satisfied with the progress made so far. The operations were described in official reports received during the day, and further details are expected to be made available later. It is stated that the position continues to develop favourably and that the situation is being closely watched by the authorities concerned, who are satisfied with the progress made so far. The operations were described in official reports received during the day, and further details are expected to be made available later. It is stated that the position continues to develop favourably and that the situation is being closely watched by the authorities concerned, who are satisfied with the progress made so far. The operations were described in official reports received during the day, and further details are expected to be made available later. It is stated that the position continues to develop favourably and that the situation is being closely watched by the authorities concerned, who are satisfied with the progress made so far. The operations were described in official reports received during the day, and further details are expected to be made available later. It is stated that the position continues to develop favourably and that the situation is being closely watched by the authorities concerned, who are satisfied with the progress made so far. The operations were described in official reports received during the day, and further details are expected to be made available later.: [19, 899, 153, 1366]
- article-dateline: LONDON, November 11.: [198, 1487, 255, 1494]
- article-continuation-text: The operations were described in official reports received during the day, and further details are expected to be made available later. It is stated that the position continues to develop favourably and that the situation is being closely watched by the authorities concerned, who are satisfied with the progress made so far. The operations were described in official reports received during the day, and further details are expected to be made available later. It is stated that the position continues to develop favourably and that the situation is being closely watched by the authorities concerned, who are satisfied with the progress made so far. The operations were described in official reports received during the day, and further details are expected to be made available later. It is stated that the position continues to develop favourably and that the situation is being closely watched by the authorities concerned, who are satisfied with the progress made so far. The operations were described in official reports received during the day, and further details are expected to be made available later. It is stated that the position continues to develop favourably and that the situation is being closely watched by the authorities concerned, who are satisfied with the progress made so far. The operations were described in official reports received during the day, and further details are expected to be made available later. It is stated that the position continues to develop favourably and that the situation is being closely watched by the authorities concerned, who are satisfied with the progress made so far. The operations were described in official reports received during the day, and further details are expected to be made available later. It is stated that the position continues to develop favourably and that the situation is being closely watched by the authorities concerned, who are satisfied with the progress made so far. The operations were described in official reports received during the day, and further details are expected to be made available later. It is stated that the position continues to develop favourably and that the situation is being closely watched by the authorities concerned, who are satisfied with the progress made so far. The operations wer: [300, 1132, 433, 1402]
- article-dateline: ('Times-Age' Special.): [826, 513, 876, 521]
- article-subhead: CANADA & UNITED STATES: [581, 861, 714, 875]
- article: [799, 1131, 903, 1787]
- article-continuation-text: The operations were described in official reports received during the day, and further details are expected to be made available later. It is stated that the position continues to develop favourably and that the situation is being closely watched by the authorities concerned, who are satisfied with the progress made so far. The operations were described in official reports received during the day, and further details are expected to be made available later. It is stated that the position continues to develop favourably and that the situation is being closely watched by the authorities concerned, who are satisfied with the progress made so far. The operations were described in official reports received during the day, and further details are expected to be made available later. It is stated that the position continues to develop favourably and that the situation is being closely watched by the authorities concerned, who are satisfied with the progress made so far. The operations were described in official reports received during the day, and further details are expected to be made available later. It is stated that the position continues to develop favourably and that the situation is being closely watched by the authorities concerned, who are satisfied with the progress made so far. The operations were described in official reports received during the day, and further details are expected to be made available later. It is stated that the position continues to develop favourably and that the situation is being closely watched by the authorities concerned, who are satisfied with the progress made so far. The operations were described in official reports received during the day, and further details are expected to be made available later. It is stated that the position continues to develop favourably and that the situation is being closely watched by the authorities concerned, who are satisfied with the progress made so far. The operations were described in official reports received during the day, and further details are expected to be made available later. It is stated that the position continues to develop favourably and that the situation is being closely watched by the authorities concerned, who are satisfied with the progress made so far. The operations were described in official reports received during the day, and further details are expected to be made available later. It is stated that the position continues to develop favourably and that the situation is being closely watched by the authorities concerned, who are satisfied with the progress made so far. The operations were described in official reports received during the day, and further details are expected to be made available later. It is stated that the position continues to develop favourably and that the situation is being closely watched by the authorities concerned, who are satisfied with the progress made so far. The operations were described in official reports received during the day, and further details are expected to be made available later. It is stated that the position continues to develop favourably and that the situation is being closely watched by the authorities concerned, who are satisfied with the progress made so far. The operations were described in official reports received during the day, and further details are expected to be made available later. It is stated that the position continues to develop favourably and that the situation is being closely watched by the authorities concerned, who are satisfied with the progress made so far. Th: [19, 298, 153, 713]
- article-subhead: COUNTRY DISTRICTS.: [721, 987, 790, 1011]
- article-dateline: (By Telegraph—Press Association—Copyright): [33, 134, 139, 141]
- article-dateline: (Received This Day, 12.20 p.m.): [470, 419, 544, 425]
- article-dateline: (By Telegraph—Press Association.): [731, 567, 780, 580]
- article-continuation-text: The operations were described in official reports received during the day, and further details are expected to be made available later. It is stated that the position continues to develop favourably and that the situation is being closely watched by the authorities concerned, who are satisfied with the progress made so far. The operations were described in official reports received during the day, and further details are expected to be made available later. It is stated that the position continues to develop favourably and that the situation is being closely watched by the authorities concerned, who are satisfied with the progress made so far. The operations were described in official reports received during the day, and further details are expected to be made available later. It is stated that the position continues to develop favourably and that the situation is being closely watched by the authorities concerned, who are satisfied with the progress made so far. The operations were described in official reports received during the day, and further details are expected to be made available later. It is stated that the position continues to develop favourably and that the situation is being closely watched by the authorities concerned, who are satisfied with the progress made so far. The operations were described in official reports received during the day, and further details are expected to be made available later. It is stated that the position continues to develop favourably and that the situation is being closely watched by the authorities concerned, who are satisfied with the progress made so far. The operations were described in official reports received during the day, and further details are expected to be made available later. It is stated that the position continues to develop favourably and that the situation is being closely watched by the authorities concerned, who are satisfied with the progress made so far. The operations were described in official reports received during the day, and further details are expected to be made available later. It is stated that the position continues to develop favourably and that the situation is being closely watched by the authorities concerned, who are satisfied with the progress made so far. The operations were described in official reports received during the day, and further details are expected to be made available later. It is stated that the position continues to develop favourably and that the situation is being closely watched by the authorities concerned, who are satisfied with the progress made so far. The operations were described in official reports received during the day, and further details are expected to be made available later. It is stated tha: [721, 1077, 791, 1748]
- article-subhead: AMERICAN AIRCRAFT HELP DEFENDING TROOPS.: [440, 109, 574, 131]
- article-headline: WHOLESALE FLIGHT: [19, 1374, 153, 1410]
- article: [19, 1374, 153, 1896]
- article-paragraph: The President said Britain had agreed last summer to extend reverse Lend-Lease to include not only goods and services for the American armed forces, but also raw materials, commodities and food stuffs which United States Government agencies formerly purchased from Britain and her colonies.: [300, 180, 433, 219]
- article: [581, 35, 714, 459]
- article-paragraph: Many hundreds of British, American and Allied aircraft took part in extended attacks on Germany and occupied territory today. The principal target was Munster, in Western Germany, which was attacked by Flying Fortresses, escorted by Thunderbolt and Lightning fighters. At least 15 German fighters were shot down, ten by the bombers and eight by the escorting aircraft. Four of the Allied bombers failed to return.: [160, 137, 293, 191]
- article-paragraph: No request has been made by any country to the Australian Government for the use of naval and air bases after the war, the Federal Prime Minister (Mr Curtin) stated.: [300, 1754, 433, 1781]
